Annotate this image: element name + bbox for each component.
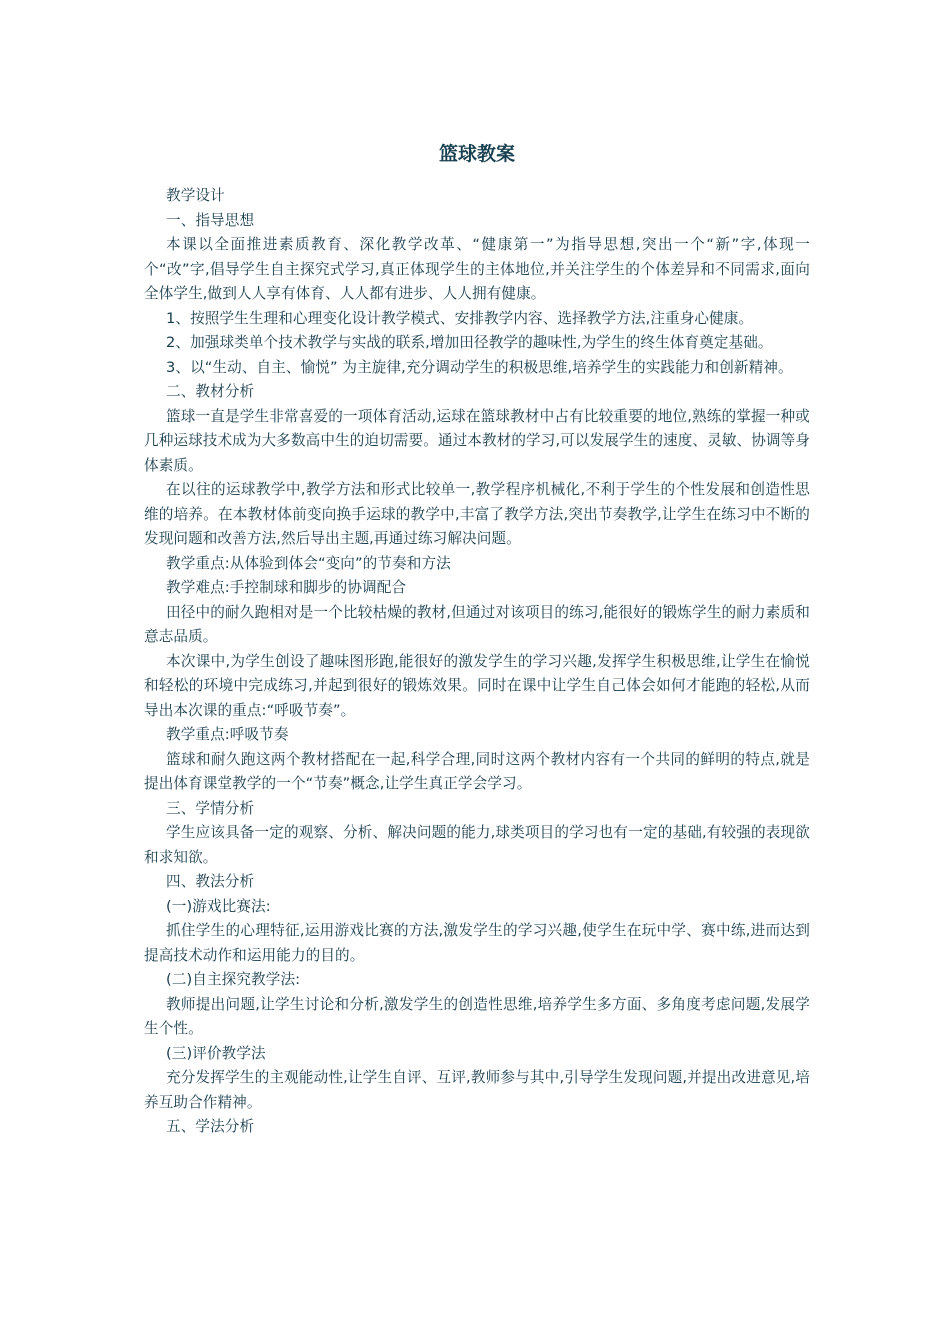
heading-learning-method: 五、学法分析 xyxy=(166,1118,255,1135)
paragraph-key-point-2: 教学重点:呼吸节奏 xyxy=(166,726,289,743)
paragraph-teaching-design: 教学设计 xyxy=(166,187,225,204)
heading-learner-analysis: 三、学情分析 xyxy=(166,799,255,817)
list-item-2: 2、加强球类单个技术教学与实战的联系,增加田径教学的趣味性,为学生的终生体育奠定基础。 xyxy=(166,334,773,351)
paragraph-key-point-1: 教学重点:从体验到体会“变向”的节奏和方法 xyxy=(166,554,451,572)
subheading-game-method: (一)游戏比赛法: xyxy=(166,897,271,915)
document-body xyxy=(144,184,810,1140)
paragraph-combination: 篮球和耐久跑这两个教材搭配在一起,科学合理,同时这两个教材内容有一个共同的鲜明的特点,就是提出体育课堂教学的一个“节奏”概念,让学生真正学会学习。 xyxy=(144,750,810,792)
heading-teaching-method: 四、教法分析 xyxy=(166,873,255,890)
paragraph-inquiry-method: 教师提出问题,让学生讨论和分析,激发学生的创造性思维,培养学生多方面、多角度考虑问题,发展学生个性。 xyxy=(144,995,810,1037)
paragraph-material-2: 在以往的运球教学中,教学方法和形式比较单一,教学程序机械化,不利于学生的个性发展和创造性思维的培养。在本教材体前变向换手运球的教学中,丰富了教学方法,突出节奏教学,让学生在练习中不断的发现问题和改善方法,然后导出主题,再通过练习解决问题。 xyxy=(144,481,810,547)
paragraph-material-1: 篮球一直是学生非常喜爱的一项体育活动,运球在篮球教材中占有比较重要的地位,熟练的掌握一种或几种运球技术成为大多数高中生的迫切需要。通过本教材的学习,可以发展学生的速度、灵敏、协调等身体素质。 xyxy=(144,407,810,474)
document-title: 篮球教案 xyxy=(438,143,515,165)
heading-material-analysis: 二、教材分析 xyxy=(166,383,255,400)
heading-guiding-thought: 一、指导思想 xyxy=(166,211,255,229)
paragraph-game-method: 抓住学生的心理特征,运用游戏比赛的方法,激发学生的学习兴趣,使学生在玩中学、赛中练,进而达到提高技术动作和运用能力的目的。 xyxy=(144,922,810,964)
paragraph-learner-analysis: 学生应该具备一定的观察、分析、解决问题的能力,球类项目的学习也有一定的基础,有较强的表现欲和求知欲。 xyxy=(144,824,810,866)
paragraph-difficulty: 教学难点:手控制球和脚步的协调配合 xyxy=(166,579,407,596)
list-item-1: 1、按照学生生理和心理变化设计教学模式、安排教学内容、选择教学方法,注重身心健康。 xyxy=(166,309,754,327)
paragraph-evaluation-method: 充分发挥学生的主观能动性,让学生自评、互评,教师参与其中,引导学生发现问题,并提出改进意见,培养互助合作精神。 xyxy=(144,1069,810,1111)
subheading-evaluation-method: (三)评价教学法 xyxy=(166,1044,266,1062)
paragraph-this-lesson: 本次课中,为学生创设了趣味图形跑,能很好的激发学生的学习兴趣,发挥学生积极思维,让学生在愉悦和轻松的环境中完成练习,并起到很好的锻炼效果。同时在课中让学生自己体会如何才能跑的轻松,从而导出本次课的重点:“呼吸节奏”。 xyxy=(144,652,810,719)
paragraph-guiding-thought: 本课以全面推进素质教育、深化教学改革、“健康第一”为指导思想,突出一个“新”字,体现一个“改”字,倡导学生自主探究式学习,真正体现学生的主体地位,并关注学生的个体差异和不同需求,面向全体学生,做到人人享有体育、人人都有进步、人人拥有健康。 xyxy=(144,236,810,302)
paragraph-endurance-run: 田径中的耐久跑相对是一个比较枯燥的教材,但通过对该项目的练习,能很好的锻炼学生的耐力素质和意志品质。 xyxy=(144,603,810,645)
list-item-3: 3、以“生动、自主、愉悦” 为主旋律,充分调动学生的积极思维,培养学生的实践能力和创新精神。 xyxy=(166,358,793,376)
subheading-inquiry-method: (二)自主探究教学法: xyxy=(166,971,301,988)
